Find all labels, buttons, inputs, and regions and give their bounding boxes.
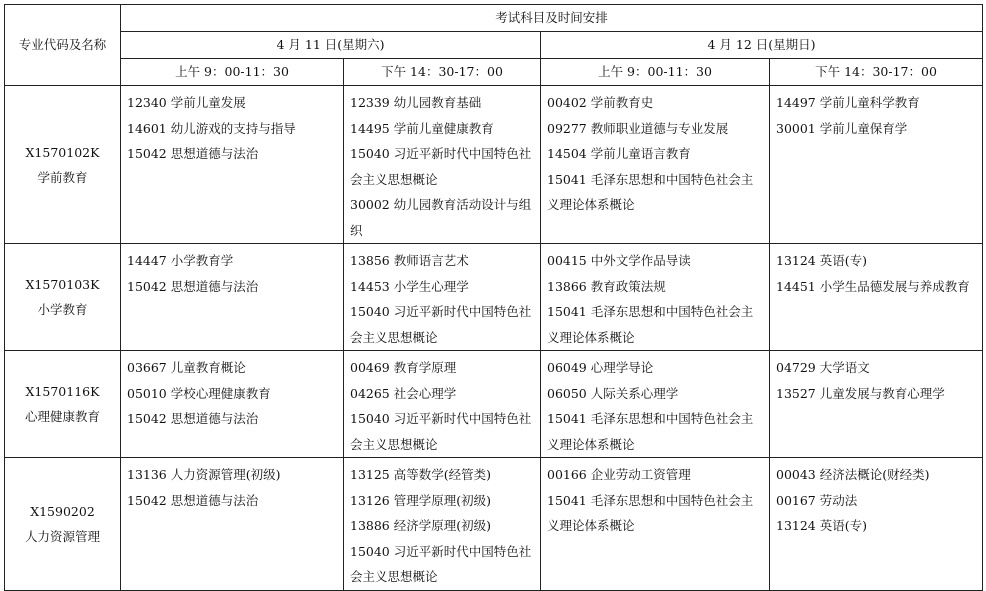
table-row — [5, 86, 983, 244]
table-row — [5, 458, 983, 591]
course-item: 15040 习近平新时代中国特色社会主义思想概论 — [350, 146, 532, 187]
course-item: 04265 社会心理学 — [350, 385, 457, 401]
course-item: 13856 教师语言艺术 — [350, 253, 469, 268]
course-item: 15042 思想道德与法治 — [127, 492, 259, 508]
course-item: 15040 习近平新时代中国特色社会主义思想概论 — [350, 543, 532, 584]
major-header: 专业代码及名称 — [5, 5, 121, 86]
course-item: 15041 毛泽东思想和中国特色社会主义理论体系概论 — [547, 304, 754, 345]
course-item: 15040 习近平新时代中国特色社会主义思想概论 — [350, 304, 532, 345]
course-item: 13124 英语(专) — [776, 253, 867, 268]
course-item: 00166 企业劳动工资管理 — [547, 467, 691, 482]
course-item: 12340 学前儿童发展 — [127, 95, 246, 110]
course-item: 30002 幼儿园教育活动设计与组织 — [350, 197, 532, 238]
session-header-day1-pm: 下午 14：30-17：00 — [344, 59, 541, 86]
course-cell — [770, 244, 983, 351]
course-cell — [541, 86, 770, 244]
course-cell — [344, 86, 541, 244]
course-item: 00402 学前教育史 — [547, 95, 654, 110]
course-cell — [121, 244, 344, 351]
major-code: X1590202 — [30, 503, 95, 519]
course-item: 15040 习近平新时代中国特色社会主义思想概论 — [350, 411, 532, 452]
session-header-day2-pm: 下午 14：30-17：00 — [770, 59, 983, 86]
course-item: 15041 毛泽东思想和中国特色社会主义理论体系概论 — [547, 492, 754, 533]
major-code: X1570102K — [25, 144, 100, 160]
course-cell — [770, 458, 983, 591]
course-item: 14495 学前儿童健康教育 — [350, 120, 494, 136]
course-item: 15042 思想道德与法治 — [127, 146, 259, 161]
course-item: 14504 学前儿童语言教育 — [547, 146, 691, 161]
course-item: 13886 经济学原理(初级) — [350, 518, 491, 533]
course-item: 14601 幼儿游戏的支持与指导 — [127, 120, 296, 136]
course-cell — [541, 244, 770, 351]
course-item: 14497 学前儿童科学教育 — [776, 95, 920, 110]
session-header-day1-am: 上午 9：00-11：30 — [121, 59, 344, 86]
course-item: 04729 大学语文 — [776, 360, 870, 375]
course-item: 14447 小学教育学 — [127, 253, 234, 268]
exam-schedule-table — [4, 4, 983, 591]
course-item: 14453 小学生心理学 — [350, 278, 469, 294]
course-item: 13136 人力资源管理(初级) — [127, 467, 281, 482]
major-name: 学前教育 — [37, 169, 88, 185]
course-cell — [770, 351, 983, 458]
course-item: 15042 思想道德与法治 — [127, 411, 259, 426]
course-item: 13527 儿童发展与教育心理学 — [776, 385, 945, 401]
course-cell — [121, 458, 344, 591]
course-item: 06050 人际关系心理学 — [547, 385, 679, 401]
major-name: 小学教育 — [37, 302, 88, 317]
major-code: X1570103K — [25, 277, 100, 292]
major-cell — [5, 244, 121, 351]
table-row — [5, 244, 983, 351]
course-cell — [541, 351, 770, 458]
course-cell — [344, 458, 541, 591]
course-item: 03667 儿童教育概论 — [127, 360, 246, 375]
major-cell — [5, 458, 121, 591]
course-item: 15041 毛泽东思想和中国特色社会主义理论体系概论 — [547, 411, 754, 452]
date-header-day1: 4 月 11 日(星期六) — [121, 32, 541, 59]
schedule-header: 考试科目及时间安排 — [121, 5, 983, 32]
course-item: 13124 英语(专) — [776, 518, 867, 533]
session-header-day2-am: 上午 9：00-11：30 — [541, 59, 770, 86]
course-cell — [344, 244, 541, 351]
course-item: 06049 心理学导论 — [547, 360, 654, 375]
course-item: 00167 劳动法 — [776, 492, 858, 508]
major-name: 人力资源管理 — [24, 528, 100, 544]
date-header-day2: 4 月 12 日(星期日) — [541, 32, 983, 59]
major-code: X1570116K — [25, 384, 100, 399]
course-item: 14451 小学生品德发展与养成教育 — [776, 278, 970, 294]
course-item: 00043 经济法概论(财经类) — [776, 467, 930, 482]
course-cell — [121, 86, 344, 244]
course-item: 13125 高等数学(经管类) — [350, 467, 491, 482]
table-row — [5, 351, 983, 458]
course-item: 15042 思想道德与法治 — [127, 278, 259, 294]
course-item: 15041 毛泽东思想和中国特色社会主义理论体系概论 — [547, 171, 754, 212]
major-cell — [5, 351, 121, 458]
course-item: 13126 管理学原理(初级) — [350, 492, 491, 508]
course-cell — [344, 351, 541, 458]
course-cell — [770, 86, 983, 244]
course-item: 00415 中外文学作品导读 — [547, 253, 691, 268]
course-item: 05010 学校心理健康教育 — [127, 385, 271, 401]
course-item: 13866 教育政策法规 — [547, 278, 666, 294]
course-item: 12339 幼儿园教育基础 — [350, 95, 482, 110]
course-cell — [121, 351, 344, 458]
course-item: 00469 教育学原理 — [350, 360, 457, 375]
major-cell — [5, 86, 121, 244]
course-item: 09277 教师职业道德与专业发展 — [547, 120, 729, 136]
course-cell — [541, 458, 770, 591]
course-item: 30001 学前儿童保育学 — [776, 120, 908, 136]
major-name: 心理健康教育 — [24, 409, 100, 424]
